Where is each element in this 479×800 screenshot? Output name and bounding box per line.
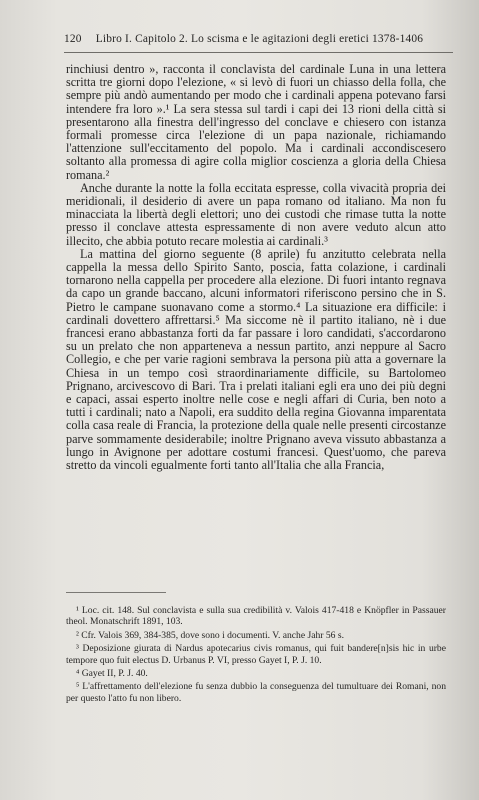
footnote-4: ⁴ Gayet II, P. J. 40. (76, 668, 148, 680)
paragraph-2: Anche durante la notte la folla eccitata espresse, colla vivacità propria dei meridionali, il desiderio di avere un papa romano od italiano. Ma non fu minacciata la libertà degli elettori; uno dei custodi che rimase tutta la notte presso il conclave attesta espressamente di non avere veduto alcun atto illecito, che abbia potuto recare molestia ai cardinali.³ (66, 180, 446, 248)
paragraph-3: La mattina del giorno seguente (8 aprile) fu anzitutto celebrata nella cappella la messa dello Spirito Santo, poscia, fatta colazione, i cardinali tornarono nella cappella per procedere alla elezione. Di fuori intanto regnava da capo un grande baccano, alcuni informatori riferiscono persino che in S. Pietro le campane suonavano come a stormo.⁴ La situazione era difficile: i cardinali dovettero affrettarsi.⁵ Ma siccome nè il partito italiano, nè i due francesi erano abbastanza forti da far passare i loro candidati, s'accordarono su un prelato che non apparteneva a nessun partito, anzi neppure al Sacro Collegio, e che per varie ragioni sembrava la persona più atta a governare la Chiesa in un tempo così straordinariamente difficile, su Bartolomeo Prignano, arcivescovo di Bari. Tra i prelati italiani egli era uno dei più degni e capaci, assai esperto inoltre nelle cose e negli affari di Curia, ben noto a tutti i cardinali; nato a Napoli, era suddito della regina Giovanna imparentata colla casa reale di Francia, la protezione della quale nelle presenti circostanze parve sommamente desiderabile; inoltre Prignano aveva vissuto abbastanza a lungo in Avignone per adottare costumi francesi. Quest'uomo, che pareva stretto da vincoli egualmente forti tanto all'Italia che alla Francia, (66, 246, 446, 473)
paragraph-1: rinchiusi dentro », racconta il conclavista del cardinale Luna in una lettera scritta tre giorni dopo l'elezione, « si levò di fuori un chiasso della folla, che sempre più andò aumentando per modo che i cardinali appena potevano farsi intendere fra loro ».¹ La sera stessa sul tardi i capi dei 13 rioni della città si presentarono alla finestra dell'ingresso del conclave e chiesero con istanza formali promesse circa l'elezione di un papa nazionale, richiamando l'attenzione sull'eccitamento del popolo. Ma i cardinali accondiscesero soltanto alla promessa di agire colla miglior coscienza a gloria della Chiesa romana.² (66, 62, 446, 182)
page-number: 120 (64, 33, 82, 45)
footnotes (66, 605, 446, 706)
footnote-5: ⁵ L'affrettamento dell'elezione fu senza dubbio la conseguenza del tumultuare dei Romani, non per questo l'atto fu non libero. (66, 681, 446, 704)
header-rule (64, 52, 453, 53)
running-title: Libro I. Capitolo 2. Lo scisma e le agitazioni degli eretici 1378-1406 (95, 33, 424, 45)
main-text (66, 63, 446, 472)
page-header (64, 33, 453, 45)
footnote-1: ¹ Loc. cit. 148. Sul conclavista e sulla sua credibilità v. Valois 417-418 e Knöpfler in Passauer theol. Monatschrift 1891, 103. (66, 605, 446, 628)
footnote-2: ² Cfr. Valois 369, 384-385, dove sono i documenti. V. anche Jahr 56 s. (76, 629, 345, 641)
footnote-rule (66, 592, 166, 593)
footnote-3: ³ Deposizione giurata di Nardus apotecarius civis romanus, qui fuit bandere[n]sis hic in urbe tempore quo fuit electus D. Urbanus P. VI, presso Gayet I, P. J. 10. (66, 643, 446, 666)
